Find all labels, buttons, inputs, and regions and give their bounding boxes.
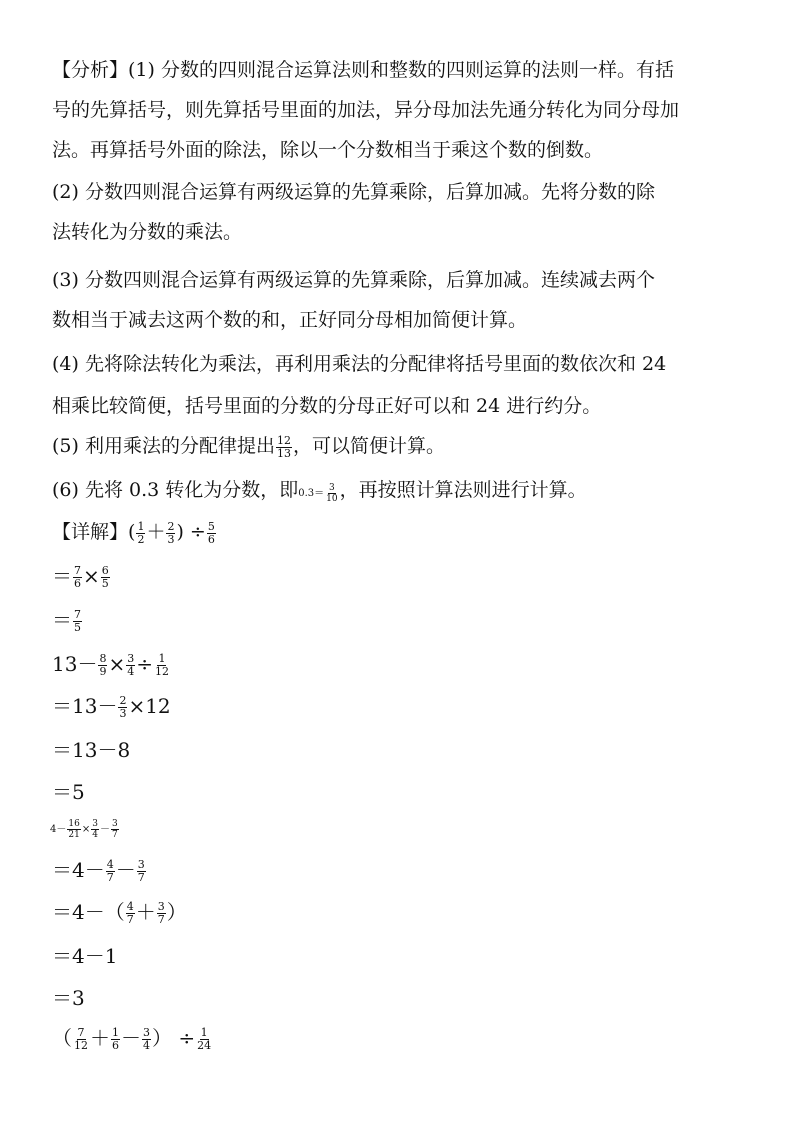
detail-expr-3: ＝ $\frac{7}{5}$ — [52, 608, 81, 634]
analysis-line-9: 相乘比较简便，括号里面的分数的分母正好可以和 24 进行约分。 — [52, 395, 602, 417]
detail-expr-8: 4－ $\frac{16}{21}$ × $\frac{3}{4}$ － $\frac{3}{7}$ — [50, 819, 118, 840]
analysis-line-11: (6) 先将 0.3 转化为分数，即0.3＝ $\frac{3}{10}$ ，再按照计算法则进行计算。 — [52, 479, 587, 504]
analysis-line-5: 法转化为分数的乘法。 — [52, 221, 243, 243]
detail-expr-2: ＝ $\frac{7}{6}$ × $\frac{6}{5}$ — [52, 564, 109, 590]
analysis-line-2: 号的先算括号，则先算括号里面的加法，异分母加法先通分转化为同分母加 — [52, 99, 680, 121]
analysis-line-8: (4) 先将除法转化为乘法，再利用乘法的分配律将括号里面的数依次和 24 — [52, 353, 667, 375]
detail-expr-12: ＝3 — [52, 986, 85, 1010]
fraction: $\frac{3}{10}$ — [326, 483, 338, 504]
analysis-line-6: (3) 分数四则混合运算有两级运算的先算乘除，后算加减。连续减去两个 — [52, 269, 655, 291]
analysis-line-4: (2) 分数四则混合运算有两级运算的先算乘除，后算加减。先将分数的除 — [52, 181, 655, 203]
detail-expr-11: ＝4－1 — [52, 944, 118, 968]
detail-expr-9: ＝4－ $\frac{4}{7}$ － $\frac{3}{7}$ — [52, 858, 145, 884]
detail-expr-10: ＝4－（ $\frac{4}{7}$ ＋ $\frac{3}{7}$ ） — [52, 900, 187, 926]
detail-expr-13: （ $\frac{7}{12}$ ＋ $\frac{1}{6}$ － $\frac{3}{4}$ ） ÷ $\frac{1}{24}$ — [52, 1026, 212, 1052]
fraction: $\frac{12}{13}$ — [276, 433, 291, 460]
analysis-line-1: 【分析】(1) 分数的四则混合运算法则和整数的四则运算的法则一样。有括 — [52, 59, 674, 81]
detail-expr-4: 13－ $\frac{8}{9}$ × $\frac{3}{4}$ ÷ $\frac{1}{12}$ — [52, 652, 169, 678]
analysis-line-10: (5) 利用乘法的分配律提出 $\frac{12}{13}$ ，可以简便计算。 — [52, 433, 445, 460]
detail-expr-7: ＝5 — [52, 780, 85, 804]
detail-expr-6: ＝13－8 — [52, 738, 131, 762]
analysis-line-3: 法。再算括号外面的除法，除以一个分数相当于乘这个数的倒数。 — [52, 139, 604, 161]
analysis-line-7: 数相当于减去这两个数的和，正好同分母相加简便计算。 — [52, 309, 528, 331]
detail-expr-5: ＝13－ $\frac{2}{3}$ ×12 — [52, 694, 171, 720]
detail-expr-1: 【详解】( $\frac{1}{2}$ ＋ $\frac{2}{3}$ ) ÷ $\frac{5}{6}$ — [52, 519, 215, 546]
